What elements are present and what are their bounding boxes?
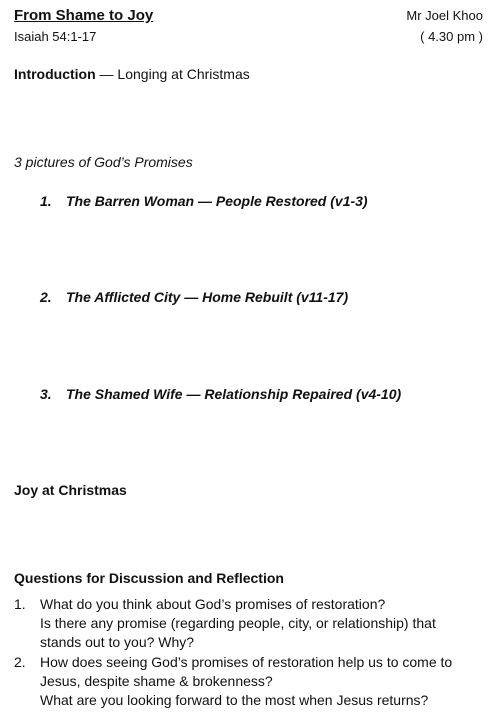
question-item [14, 595, 484, 652]
picture-item [40, 289, 348, 305]
question-line: Jesus, despite shame & brokenness? [40, 673, 273, 689]
question-number: 2. [14, 654, 26, 670]
picture-item [40, 193, 368, 209]
joy-heading: Joy at Christmas [14, 482, 127, 498]
sermon-title: From Shame to Joy [14, 7, 154, 24]
question-line: What do you think about God’s promises of restoration? [40, 596, 386, 612]
introduction-text: — Longing at Christmas [95, 66, 250, 82]
picture-text: The Shamed Wife — Relationship Repaired (v4-10) [66, 386, 402, 402]
question-line: What are you looking forward to the most when Jesus returns? [40, 692, 429, 708]
picture-number: 1. [40, 193, 52, 209]
questions-heading: Questions for Discussion and Reflection [14, 570, 284, 586]
picture-text: The Barren Woman — People Restored (v1-3) [66, 193, 368, 209]
picture-text: The Afflicted City — Home Rebuilt (v11-17) [66, 289, 349, 305]
speaker-name: Mr Joel Khoo [406, 8, 483, 23]
question-number: 1. [14, 596, 26, 612]
question-item [14, 653, 484, 710]
introduction-line [14, 66, 250, 82]
picture-number: 3. [40, 386, 52, 402]
service-time: ( 4.30 pm ) [420, 29, 483, 44]
question-line: Is there any promise (regarding people, city, or relationship) that [40, 615, 436, 631]
pictures-heading: 3 pictures of God’s Promises [14, 154, 193, 170]
picture-item [40, 386, 401, 402]
question-line: stands out to you? Why? [40, 634, 195, 650]
scripture-passage: Isaiah 54:1-17 [14, 29, 97, 44]
introduction-label: Introduction [14, 66, 96, 82]
picture-number: 2. [40, 289, 52, 305]
question-line: How does seeing God’s promises of restoration help us to come to [40, 654, 453, 670]
